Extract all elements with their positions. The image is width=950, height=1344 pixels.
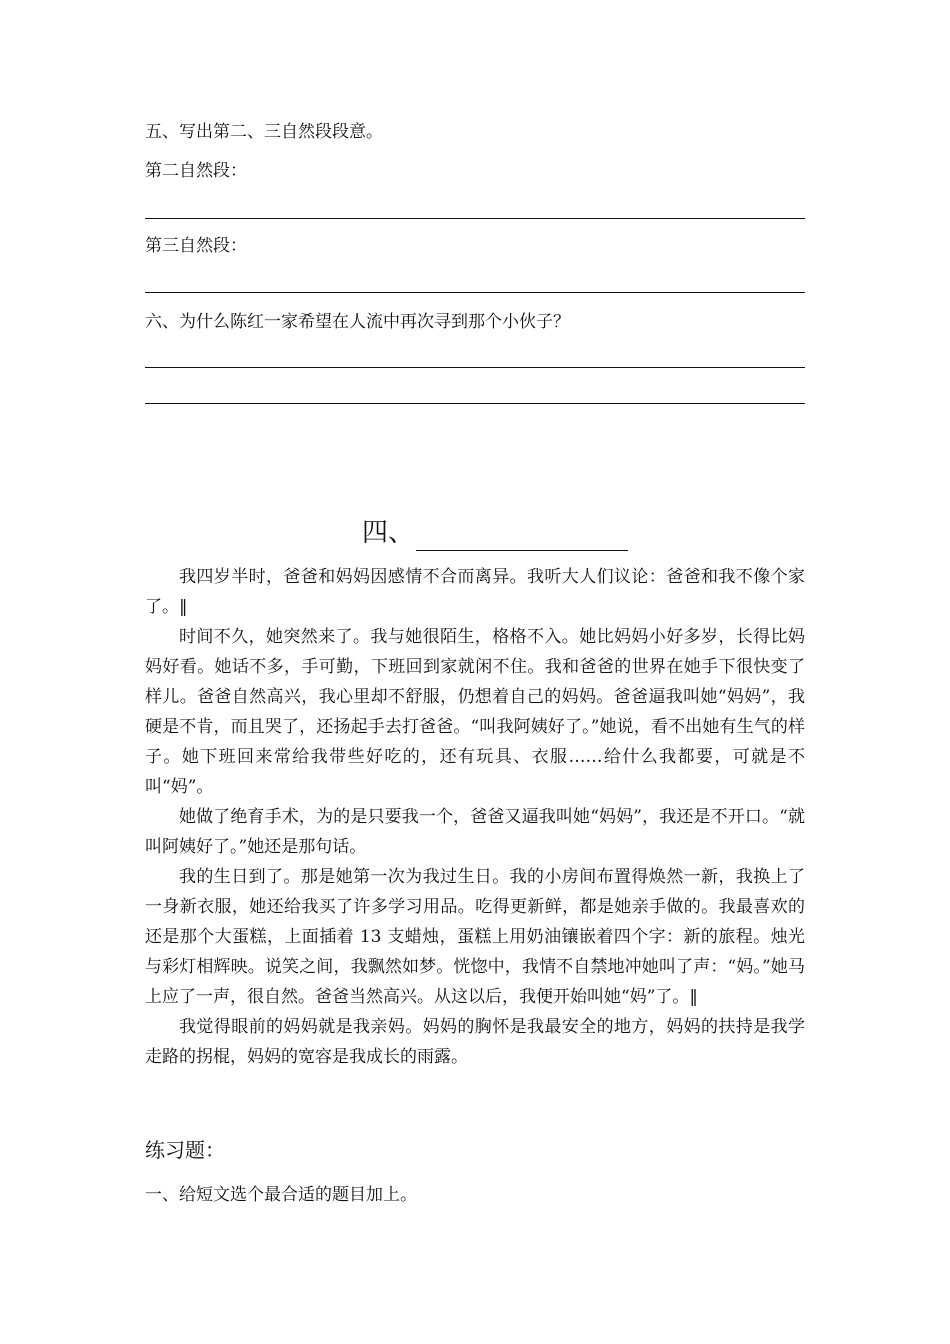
answer-line[interactable]: [145, 218, 805, 219]
question-5-title: 五、写出第二、三自然段段意。: [145, 122, 383, 142]
answer-line[interactable]: [145, 292, 805, 293]
exercise-1: 一、给短文选个最合适的题目加上。: [145, 1185, 417, 1205]
answer-line[interactable]: [145, 403, 805, 404]
story-paragraph: 我四岁半时，爸爸和妈妈因感情不合而离异。我听大人们议论：爸爸和我不像个家了。‖: [145, 567, 805, 617]
story-paragraph: 我的生日到了。那是她第一次为我过生日。我的小房间布置得焕然一新，我换上了一身新衣服，她还给我买了许多学习用品。吃得更新鲜，都是她亲手做的。我最喜欢的还是那个大蛋糕，上面插着 13 支蜡烛，蛋糕上用奶油镶嵌着四个字：新的旅程。烛光与彩灯相辉映。说笑之间，我飘然如梦。恍惚中，我情不自禁地冲她叫了声：“妈。”她马上应了一声，很自然。爸爸当然高兴。从这以后，我便开始叫她“妈”了。‖: [145, 867, 805, 1007]
section-4-heading: [362, 515, 628, 555]
title-blank-line[interactable]: [416, 516, 628, 551]
story-paragraph: 她做了绝育手术，为的是只要我一个，爸爸又逼我叫她“妈妈”，我还是不开口。“就叫阿姨好了。”她还是那句话。: [145, 807, 805, 857]
paragraph-3-label: 第三自然段：: [145, 236, 247, 256]
story-text: [145, 562, 805, 1072]
exercises-title: 练习题：: [145, 1138, 225, 1162]
paragraph-2-label: 第二自然段：: [145, 161, 247, 181]
story-paragraph: 时间不久，她突然来了。我与她很陌生，格格不入。她比妈妈小好多岁，长得比妈妈好看。她话不多，手可勤，下班回到家就闲不住。我和爸爸的世界在她手下很快变了样儿。爸爸自然高兴，我心里却不舒服，仍想着自己的妈妈。爸爸逼我叫她“妈妈”，我硬是不肯，而且哭了，还扬起手去打爸爸。“叫我阿姨好了。”她说，看不出她有生气的样子。她下班回来常给我带些好吃的，还有玩具、衣服……给什么我都要，可就是不叫“妈”。: [145, 627, 805, 797]
question-6-title: 六、为什么陈红一家希望在人流中再次寻到那个小伙子？: [145, 312, 570, 332]
story-paragraph: 我觉得眼前的妈妈就是我亲妈。妈妈的胸怀是我最安全的地方，妈妈的扶持是我学走路的拐棍，妈妈的宽容是我成长的雨露。: [145, 1017, 805, 1067]
answer-line[interactable]: [145, 367, 805, 368]
section-4-number: 四、: [362, 518, 415, 548]
